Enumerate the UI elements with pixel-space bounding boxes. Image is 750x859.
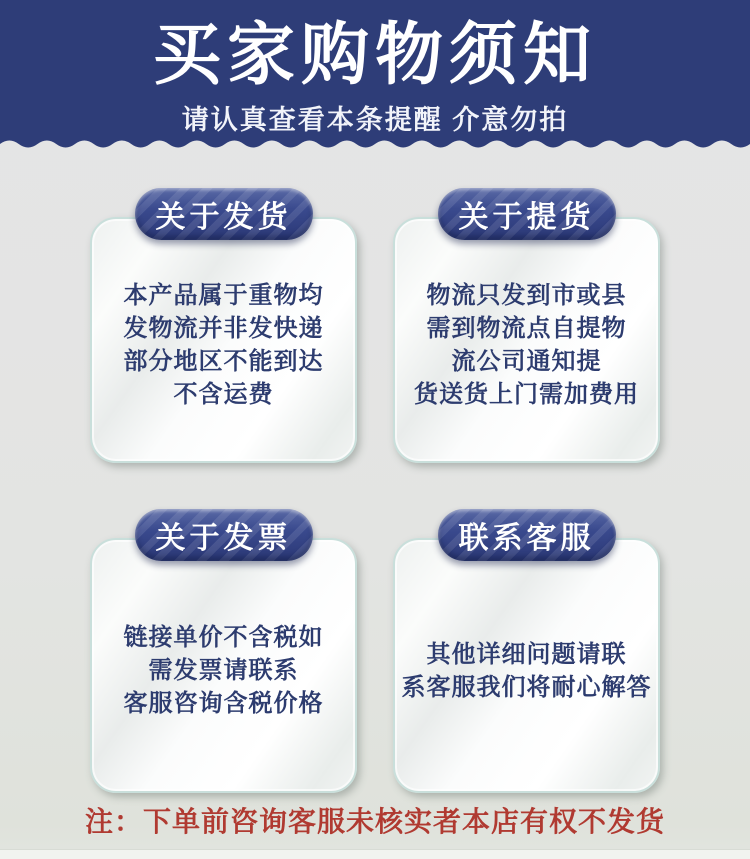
text-line: 发物流并非发快递 — [123, 315, 324, 342]
text-line: 需到物流点自提物 — [426, 315, 627, 342]
badge-invoice: 关于发票 — [135, 509, 313, 561]
card-customer-service — [393, 522, 660, 793]
footer-warning-note: 注：下单前咨询客服未核实者本店有权不发货 — [84, 806, 665, 837]
page-title: 买家购物须知 — [152, 17, 597, 93]
card-customer-service-text — [396, 628, 658, 704]
text-line: 部分地区不能到达 — [123, 348, 324, 375]
wave-divider — [0, 138, 750, 154]
badge-pickup: 关于提货 — [438, 188, 616, 240]
card-shipping-text — [118, 269, 330, 411]
badge-shipping: 关于发货 — [135, 188, 313, 240]
text-line: 链接单价不含税如 — [123, 624, 324, 651]
badge-customer-service: 联系客服 — [438, 509, 616, 561]
header-banner — [0, 0, 750, 138]
card-pickup-text — [408, 269, 645, 411]
card-invoice — [90, 522, 357, 793]
text-line: 本产品属于重物均 — [123, 282, 324, 309]
text-line: 系客服我们将耐心解答 — [401, 673, 652, 701]
bottom-strip — [0, 849, 750, 859]
text-line: 需发票请联系 — [148, 657, 299, 684]
text-line: 其他详细问题请联 — [426, 640, 627, 668]
card-shipping — [90, 201, 357, 463]
text-line: 流公司通知提 — [451, 348, 602, 375]
text-line: 客服咨询含税价格 — [123, 690, 324, 717]
card-pickup — [393, 201, 660, 463]
text-line: 货送货上门需加费用 — [414, 381, 639, 408]
card-invoice-text — [118, 611, 330, 720]
page-subtitle: 请认真查看本条提醒 介意勿拍 — [181, 105, 569, 135]
text-line: 不含运费 — [173, 381, 274, 408]
wave-path — [0, 138, 750, 148]
text-line: 物流只发到市或县 — [426, 282, 627, 309]
